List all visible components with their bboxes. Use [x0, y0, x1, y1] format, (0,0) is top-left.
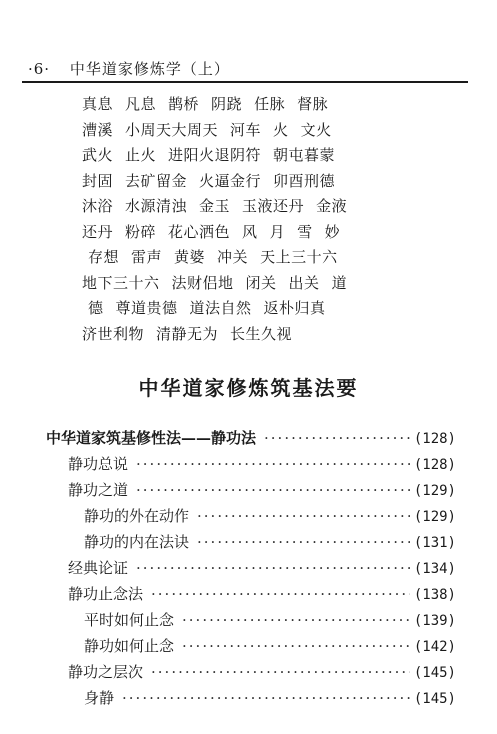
term: 雷声 [131, 248, 163, 266]
toc-entry-page: (138) [413, 587, 456, 603]
toc-entry-label: 静功如何止念 [84, 637, 175, 655]
dot-leader [197, 529, 410, 555]
toc-entry-page: (129) [413, 509, 456, 525]
toc-entry[interactable] [46, 659, 456, 685]
dot-leader [151, 581, 410, 607]
term: 金液 [316, 197, 348, 215]
term: 水源清浊 [125, 197, 188, 215]
toc-entry-label: 身静 [84, 689, 115, 707]
term: 尊道贵德 [115, 299, 178, 317]
term: 河车 [230, 120, 262, 139]
term: 小周天大周天 [125, 120, 219, 139]
toc-entry[interactable] [46, 581, 456, 607]
section-title: 中华道家修炼筑基法要 [138, 376, 359, 400]
term: 道法自然 [189, 299, 252, 317]
term: 出关 [288, 273, 320, 292]
term-line [82, 194, 422, 220]
toc-entry-page: (134) [413, 561, 456, 577]
toc-entry-page: (128) [413, 457, 456, 473]
dot-leader [136, 555, 410, 581]
term: 武火 [82, 146, 114, 164]
toc-entry-label: 静功的外在动作 [84, 507, 190, 525]
toc-entry[interactable] [46, 425, 456, 451]
term: 粉碎 [125, 222, 157, 241]
toc-entry-label: 静功总说 [68, 455, 129, 473]
term: 法财侣地 [171, 273, 234, 292]
toc-entry[interactable] [46, 477, 456, 503]
toc-entry[interactable] [46, 633, 456, 659]
dot-leader [136, 477, 410, 503]
term-line [82, 143, 422, 169]
term-line [82, 322, 422, 348]
dot-leader [182, 633, 410, 659]
toc-entry-label: 静功的内在法诀 [84, 533, 190, 551]
term: 天上三十六 [260, 248, 338, 266]
toc-entry[interactable] [46, 503, 456, 529]
term: 道 [331, 273, 348, 292]
toc-entry-page: (128) [413, 431, 456, 447]
dot-leader [264, 425, 410, 451]
page-number: ·6· [28, 60, 51, 78]
toc-entry-page: (145) [413, 691, 456, 707]
term: 黄婆 [174, 248, 206, 266]
toc-entry[interactable] [46, 555, 456, 581]
term: 阴跷 [211, 95, 243, 113]
dot-leader [151, 659, 410, 685]
term: 鹊桥 [168, 95, 200, 113]
term: 花心洒色 [168, 222, 231, 241]
glossary-term-list [82, 92, 422, 347]
term: 济世利物 [82, 324, 145, 343]
term: 文火 [300, 120, 332, 139]
toc-entry-label: 经典论证 [68, 559, 129, 577]
term: 德 [88, 299, 104, 317]
toc-entry-page: (129) [413, 483, 456, 499]
term: 进阳火退阴符 [168, 146, 262, 164]
term-line [82, 118, 422, 144]
term: 存想 [88, 248, 120, 266]
toc-entry[interactable] [46, 451, 456, 477]
toc-entry-label: 静功之道 [68, 481, 129, 499]
term: 妙 [324, 222, 341, 241]
term: 玉液还丹 [242, 197, 305, 215]
toc-entry[interactable] [46, 685, 456, 711]
term: 任脉 [254, 95, 286, 113]
term: 风 [242, 222, 258, 241]
dot-leader [136, 451, 410, 477]
term: 金玉 [199, 197, 231, 215]
dot-leader [197, 503, 410, 529]
table-of-contents [46, 425, 456, 711]
term-line [82, 169, 422, 195]
term: 朝屯暮蒙 [273, 146, 336, 164]
term-line [82, 296, 422, 322]
term: 火 [273, 120, 289, 139]
toc-entry-page: (131) [413, 535, 456, 551]
toc-entry-label: 中华道家筑基修性法——静功法 [46, 429, 257, 447]
term-line [82, 220, 422, 246]
term: 封固 [82, 171, 114, 190]
term-line [82, 271, 422, 297]
term: 地下三十六 [82, 273, 160, 292]
term: 雪 [297, 222, 313, 241]
term: 督脉 [297, 95, 329, 113]
book-title: 中华道家修炼学（上） [69, 60, 230, 78]
toc-entry-page: (142) [413, 639, 456, 655]
term: 返朴归真 [263, 299, 326, 317]
term: 冲关 [217, 248, 249, 266]
running-header [28, 58, 230, 79]
term: 卯酉刑德 [273, 171, 336, 190]
term-line [82, 92, 422, 118]
term: 真息 [82, 95, 114, 113]
term: 还丹 [82, 222, 114, 241]
dot-leader [182, 607, 410, 633]
term: 凡息 [125, 95, 157, 113]
term: 去矿留金 [125, 171, 188, 190]
term: 月 [269, 222, 286, 241]
header-rule [22, 81, 468, 83]
toc-entry[interactable] [46, 529, 456, 555]
term: 火逼金行 [199, 171, 262, 190]
term: 长生久视 [230, 324, 293, 343]
term: 清静无为 [156, 324, 219, 343]
toc-entry-page: (145) [413, 665, 456, 681]
term: 漕溪 [82, 120, 114, 139]
term: 止火 [125, 146, 157, 164]
term: 沐浴 [82, 197, 114, 215]
term: 闭关 [245, 273, 277, 292]
toc-entry[interactable] [46, 607, 456, 633]
dot-leader [122, 685, 410, 711]
toc-entry-label: 静功之层次 [68, 663, 144, 681]
term-line [82, 245, 422, 271]
toc-entry-label: 平时如何止念 [84, 611, 175, 629]
toc-entry-page: (139) [413, 613, 456, 629]
toc-entry-label: 静功止念法 [68, 585, 144, 603]
